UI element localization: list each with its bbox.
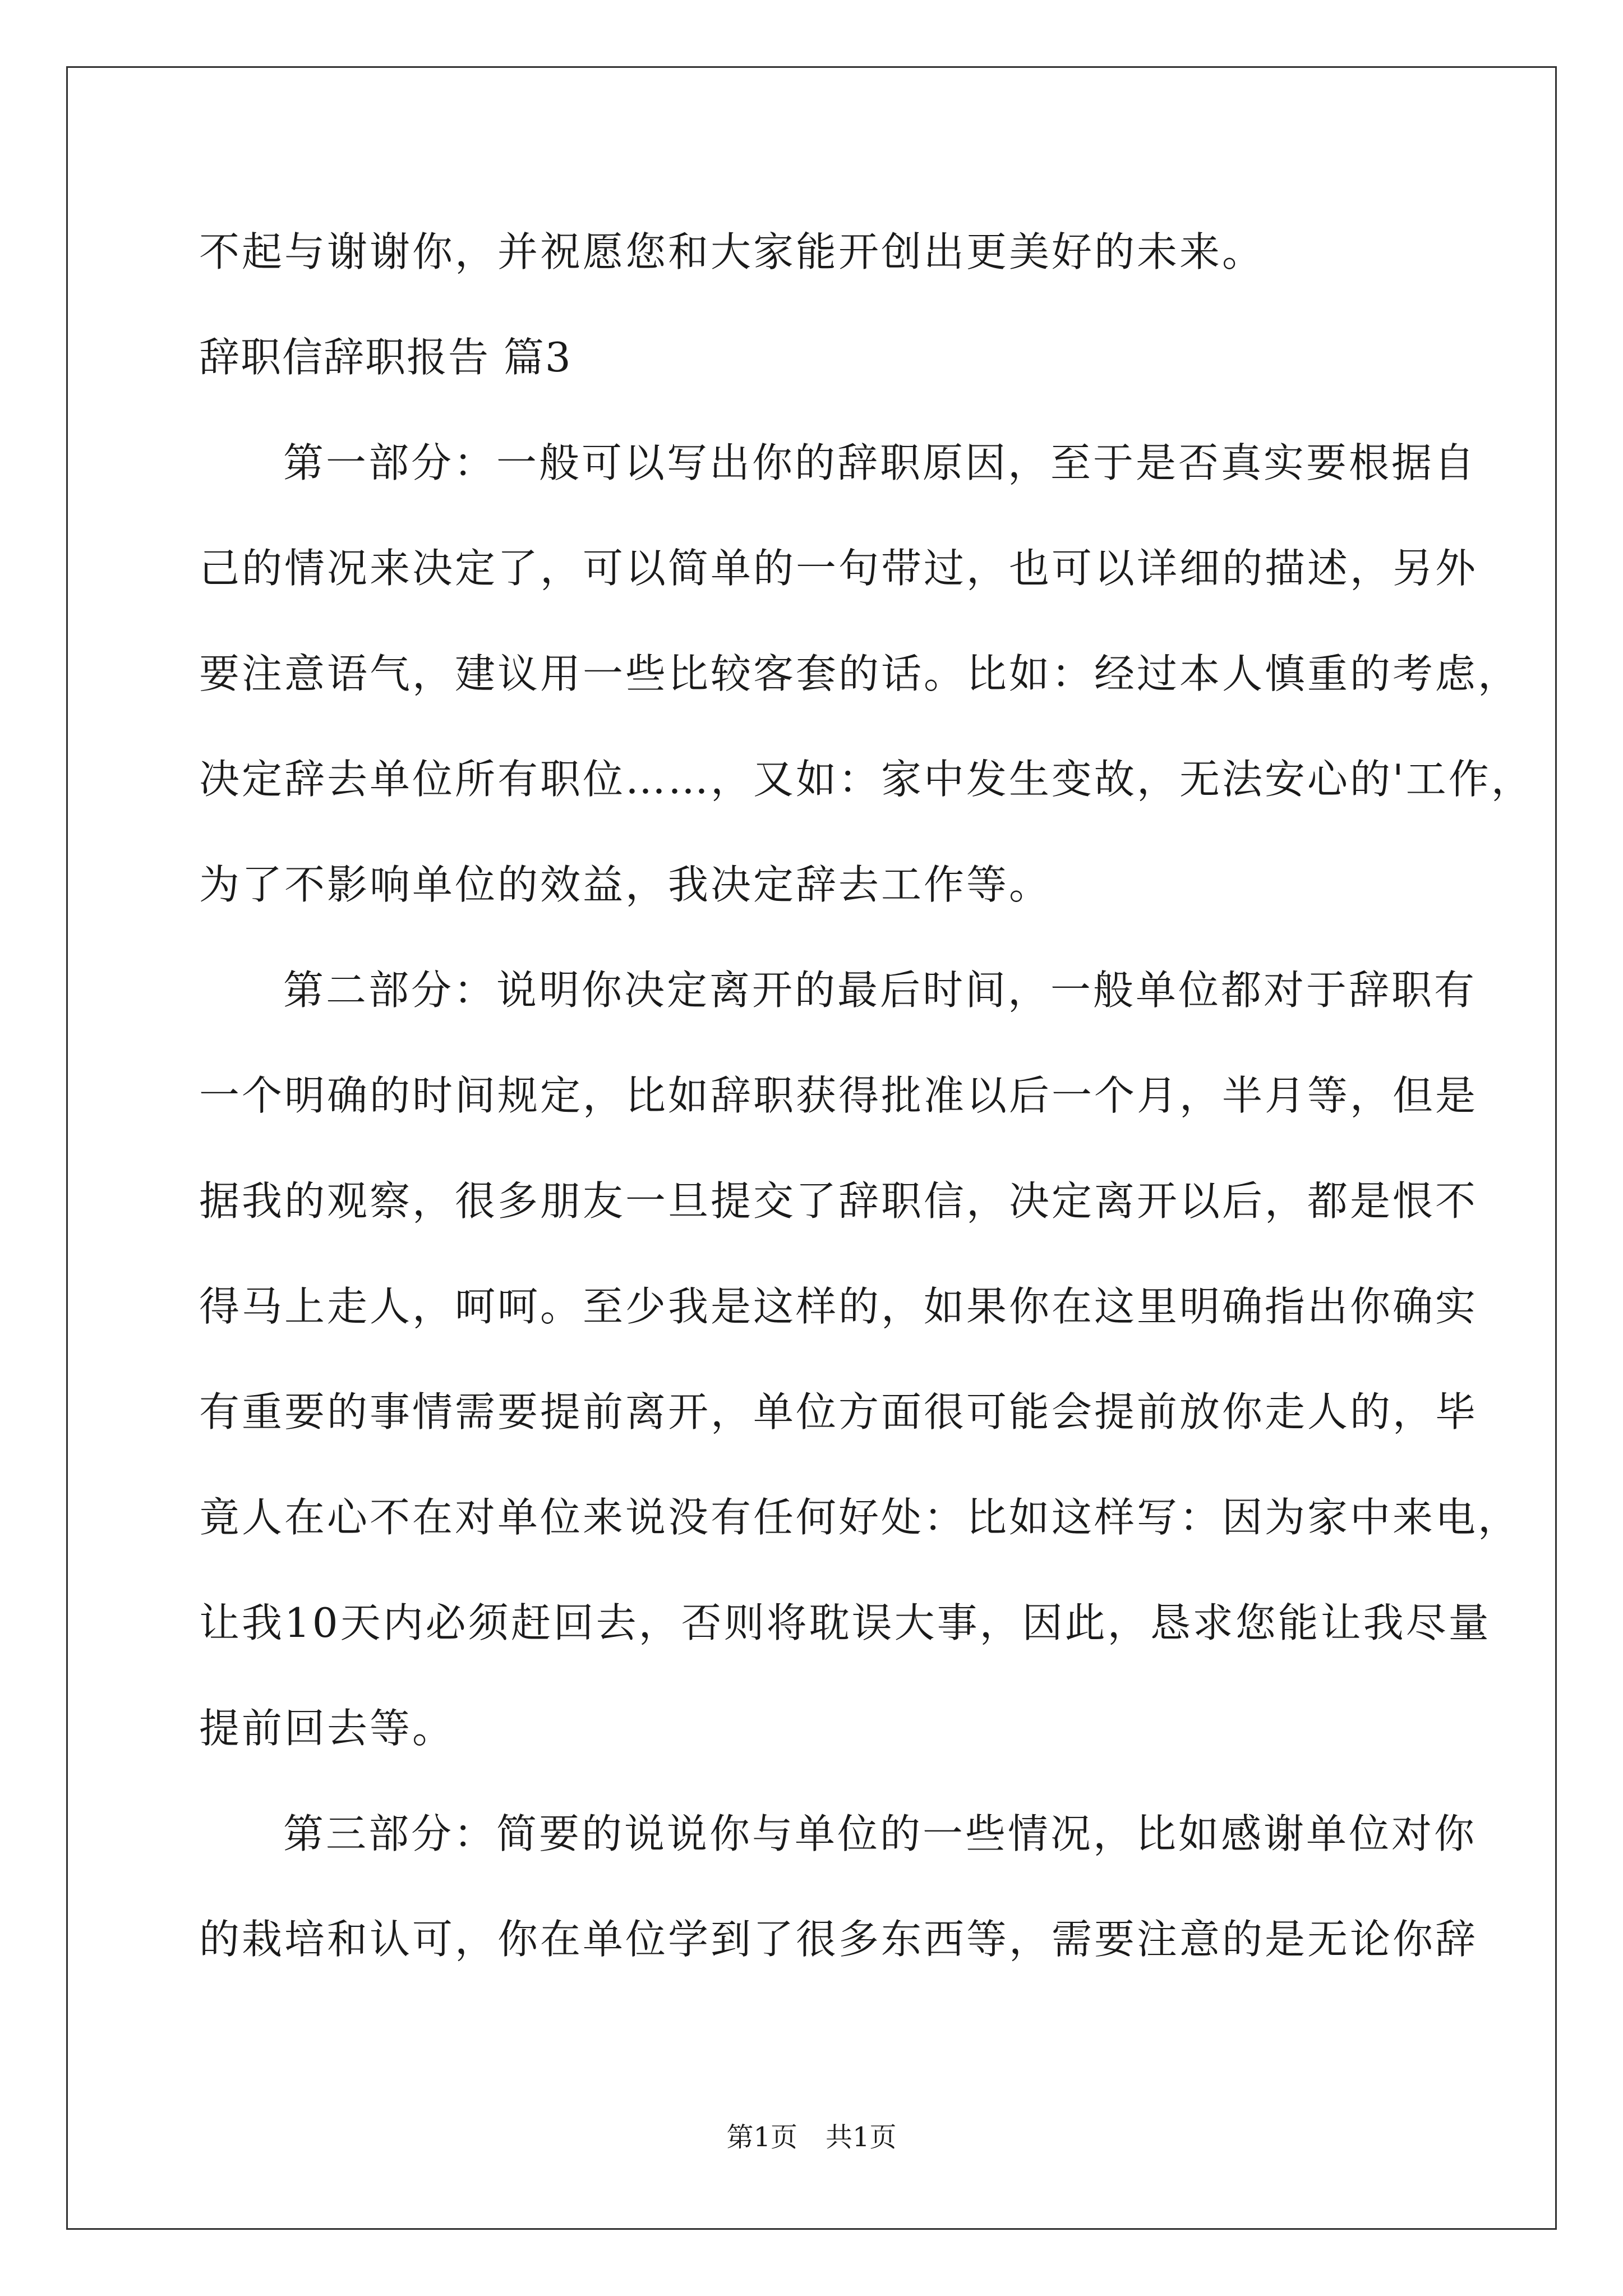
page-number-current: 第1页 — [726, 2122, 797, 2153]
document-body — [199, 199, 1534, 1992]
paragraph-first-line: 第三部分：简要的说说你与单位的一些情况，比如感谢单位对你 — [283, 1810, 1477, 1857]
text-line: 提前回去等。 — [199, 1705, 455, 1752]
text-line: 为了不影响单位的效益，我决定辞去工作等。 — [199, 861, 1052, 908]
page-number-total: 共1页 — [826, 2122, 897, 2153]
text-line: 要注意语气，建议用一些比较客套的话。比如：经过本人慎重的考虑， — [199, 650, 1521, 697]
paragraph-first-line: 第二部分：说明你决定离开的最后时间，一般单位都对于辞职有 — [283, 967, 1477, 1014]
text-line: 决定辞去单位所有职位……，又如：家中发生变故，无法安心的'工作， — [199, 756, 1534, 803]
text-line: 让我10天内必须赶回去，否则将耽误大事，因此，恳求您能让我尽量 — [199, 1599, 1491, 1646]
text-line: 得马上走人，呵呵。至少我是这样的，如果你在这里明确指出你确实 — [199, 1283, 1478, 1330]
text-line: 一个明确的时间规定，比如辞职获得批准以后一个月，半月等，但是 — [199, 1072, 1478, 1119]
section-heading: 辞职信辞职报告 篇3 — [199, 334, 572, 381]
paragraph-first-line: 第一部分：一般可以写出你的辞职原因，至于是否真实要根据自 — [283, 439, 1477, 486]
page-footer — [0, 2120, 1623, 2154]
text-line: 己的情况来决定了，可以简单的一句带过，也可以详细的描述，另外 — [199, 545, 1478, 592]
text-line: 的栽培和认可，你在单位学到了很多东西等，需要注意的是无论你辞 — [199, 1916, 1478, 1963]
text-line: 据我的观察，很多朋友一旦提交了辞职信，决定离开以后，都是恨不 — [199, 1177, 1478, 1225]
text-line: 有重要的事情需要提前离开，单位方面很可能会提前放你走人的，毕 — [199, 1388, 1478, 1435]
text-line: 不起与谢谢你，并祝愿您和大家能开创出更美好的未来。 — [199, 228, 1265, 275]
text-line: 竟人在心不在对单位来说没有任何好处：比如这样写：因为家中来电， — [199, 1494, 1521, 1541]
